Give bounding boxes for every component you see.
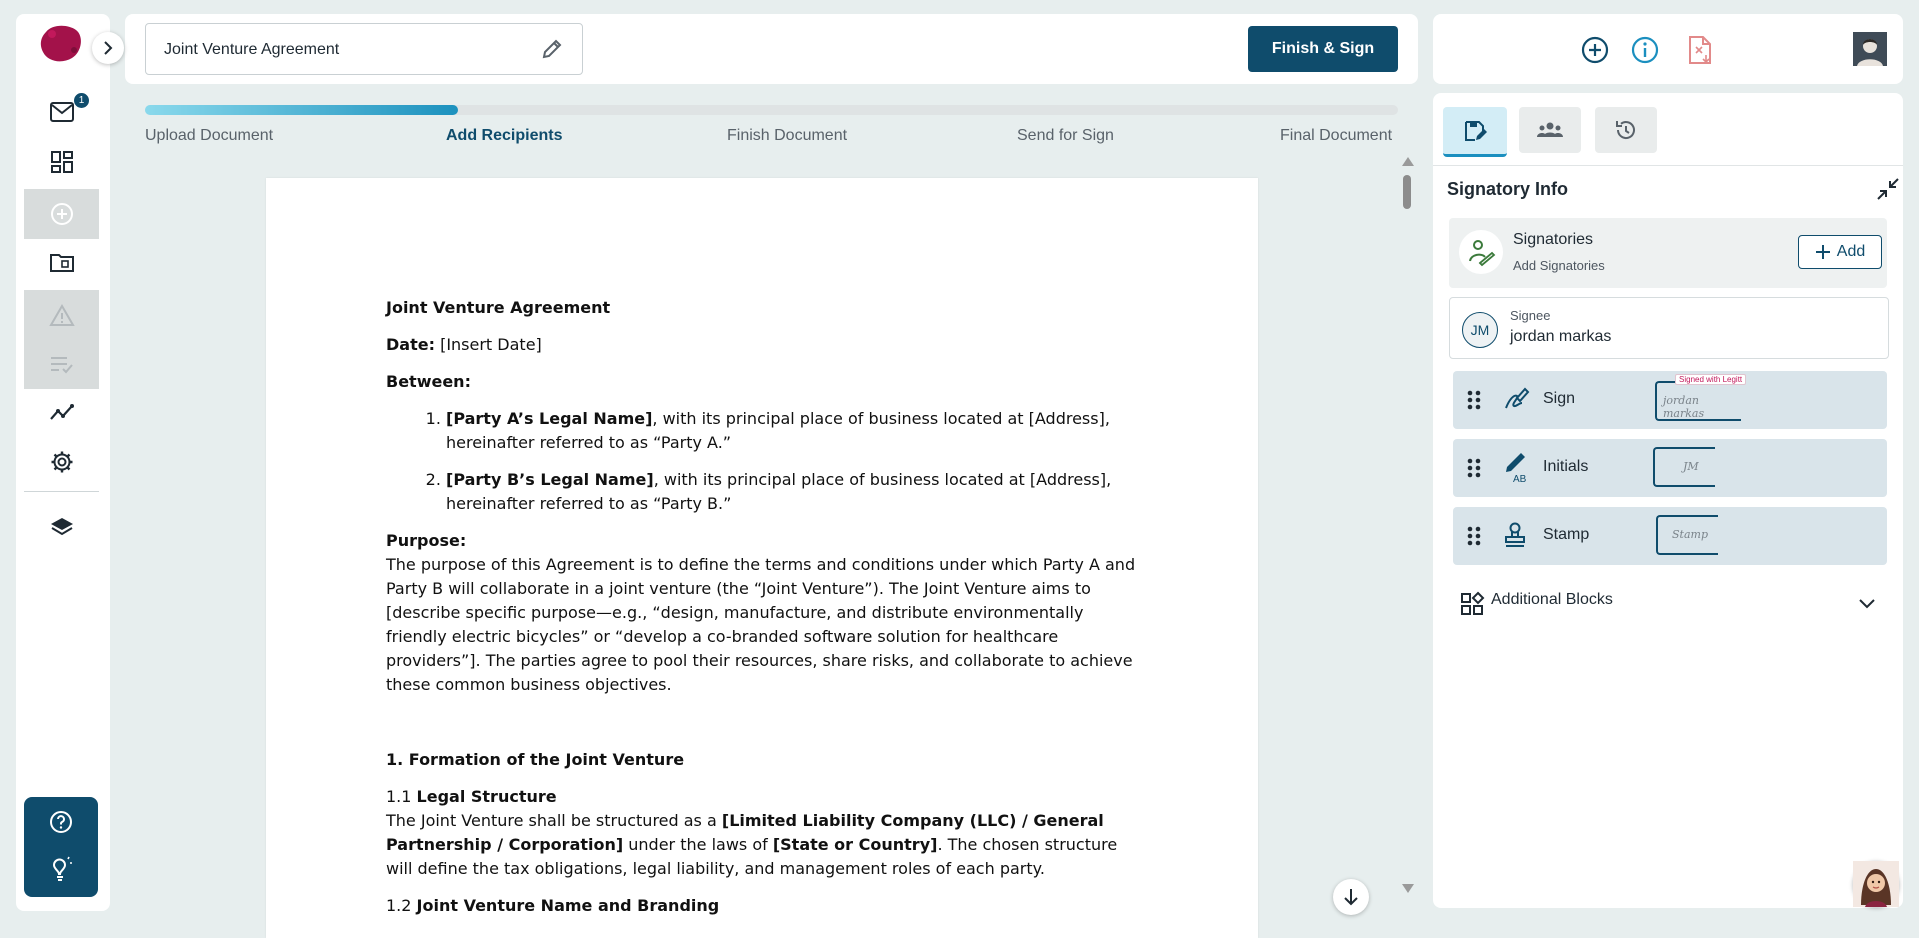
gear-icon <box>50 450 74 474</box>
scroll-up-arrow[interactable] <box>1402 157 1414 166</box>
legitt-logo[interactable] <box>38 24 84 64</box>
sidebar-item-analytics[interactable] <box>24 388 99 436</box>
lightbulb-icon <box>49 856 73 882</box>
document-viewer[interactable] <box>145 155 1400 915</box>
signatories-title: Signatories <box>1513 231 1594 248</box>
initials-block[interactable] <box>1453 439 1887 497</box>
sidebar-item-alerts[interactable] <box>24 290 99 340</box>
party-b-item <box>446 468 1146 516</box>
add-label: Add <box>1836 243 1866 260</box>
user-avatar[interactable] <box>1853 32 1887 66</box>
dashboard-icon <box>51 151 73 173</box>
help-box <box>24 797 98 897</box>
signatories-section <box>1449 218 1887 288</box>
layers-icon <box>50 517 74 539</box>
checklist-icon <box>50 354 74 374</box>
stamp-preview-text: Stamp <box>1672 528 1708 541</box>
initials-icon <box>1503 449 1529 485</box>
warning-icon <box>50 304 74 326</box>
step-finish-document[interactable]: Finish Document <box>727 127 848 144</box>
add-circle-icon <box>50 202 74 226</box>
initials-block-label: Initials <box>1543 458 1589 475</box>
info-icon <box>1631 36 1659 64</box>
document-content <box>386 296 1146 931</box>
plus-icon <box>1815 244 1831 260</box>
sidebar <box>16 14 110 911</box>
s11-structure: [Limited Liability Company (LLC) / General Partnership / Corporation] <box>386 811 1104 854</box>
s11-text-a: The Joint Venture shall be structured as a <box>386 811 722 830</box>
party-a-details: , with its principal place of business located at [Address], hereinafter referred to as “Party A.” <box>446 409 1110 452</box>
party-a-name: [Party A’s Legal Name] <box>446 409 653 428</box>
party-a-item <box>446 407 1146 455</box>
signature-icon <box>1503 386 1529 412</box>
sign-preview-text: jordan markas <box>1663 394 1705 420</box>
help-icon <box>49 810 73 834</box>
assistant-avatar[interactable] <box>1853 861 1899 907</box>
sign-preview <box>1655 375 1743 421</box>
inbox-badge: 1 <box>74 93 89 108</box>
arrow-down-icon <box>1343 888 1359 906</box>
date-value: [Insert Date] <box>434 335 542 354</box>
add-signatory-button[interactable] <box>1798 235 1882 269</box>
signee-name: jordan markas <box>1510 328 1612 345</box>
sidebar-item-folder[interactable] <box>24 238 99 286</box>
step-send-for-sign[interactable]: Send for Sign <box>1017 127 1114 144</box>
document-page[interactable] <box>266 178 1258 938</box>
progress-bar <box>145 105 1398 115</box>
scroll-down-arrow[interactable] <box>1402 884 1414 893</box>
folder-icon <box>50 252 74 272</box>
party-b-details: , with its principal place of business located at [Address], hereinafter referred to as “Party B.” <box>446 470 1112 513</box>
download-pdf-button[interactable] <box>1686 36 1714 64</box>
initials-preview <box>1653 447 1715 487</box>
chevron-down-icon[interactable] <box>1859 599 1875 609</box>
chevron-right-icon <box>103 41 113 55</box>
save-edit-icon <box>1463 119 1487 143</box>
stamp-block[interactable] <box>1453 507 1887 565</box>
stamp-block-label: Stamp <box>1543 526 1590 543</box>
sign-block[interactable] <box>1453 371 1887 429</box>
s11-title: Legal Structure <box>416 787 557 806</box>
tips-button[interactable] <box>24 849 98 889</box>
scroll-thumb[interactable] <box>1403 175 1411 209</box>
sidebar-item-settings[interactable] <box>24 438 99 486</box>
s11-number: 1.1 <box>386 787 417 806</box>
signatory-icon <box>1466 237 1496 267</box>
s12-number: 1.2 <box>386 896 417 915</box>
signee-role: Signee <box>1510 308 1551 323</box>
progress-fill <box>145 105 458 115</box>
collapse-icon[interactable] <box>1876 177 1900 201</box>
sidebar-divider <box>24 491 99 492</box>
sidebar-item-dashboard[interactable] <box>24 138 99 186</box>
sidebar-item-inbox[interactable] <box>24 88 99 136</box>
initials-sub: AB <box>1513 474 1527 485</box>
section1-heading: 1. Formation of the Joint Venture <box>386 750 685 769</box>
expand-sidebar-button[interactable] <box>92 32 124 64</box>
signatory-panel <box>1433 93 1903 908</box>
party-b-name: [Party B’s Legal Name] <box>446 470 654 489</box>
scroll-to-bottom-button[interactable] <box>1333 879 1369 915</box>
doc-title: Joint Venture Agreement <box>386 298 611 317</box>
add-button[interactable] <box>1581 36 1609 64</box>
parties-list <box>446 407 1146 516</box>
stamp-icon <box>1503 522 1527 548</box>
tab-history[interactable] <box>1595 107 1657 153</box>
purpose-heading: Purpose: <box>386 531 467 550</box>
history-icon <box>1614 118 1638 142</box>
stamp-preview <box>1656 515 1718 555</box>
signed-with-legitt-tag: Signed with Legitt <box>1675 374 1746 385</box>
assistant-icon <box>1853 861 1899 907</box>
pdf-download-icon <box>1687 35 1713 65</box>
initials-preview-text: JM <box>1683 460 1699 473</box>
document-scrollbar[interactable] <box>1400 155 1414 895</box>
signee-avatar: JM <box>1462 312 1498 348</box>
signee-card[interactable] <box>1449 297 1889 359</box>
step-final-document[interactable]: Final Document <box>1280 127 1393 144</box>
tab-divider <box>1433 165 1903 166</box>
group-icon <box>1537 121 1563 139</box>
right-toolbar <box>1433 14 1903 84</box>
analytics-icon <box>49 402 75 422</box>
sidebar-item-create[interactable] <box>24 189 99 239</box>
additional-blocks-toggle[interactable]: Additional Blocks <box>1491 591 1613 608</box>
top-bar <box>125 14 1418 84</box>
finish-sign-button[interactable]: Finish & Sign <box>1248 26 1398 72</box>
sign-block-label: Sign <box>1543 390 1576 407</box>
s11-text-c: under the laws of <box>623 835 773 854</box>
user-icon <box>1853 32 1887 66</box>
info-button[interactable] <box>1631 36 1659 64</box>
signatory-icon-wrapper <box>1459 230 1503 274</box>
drag-handle-icon[interactable] <box>1467 458 1481 478</box>
step-add-recipients[interactable]: Add Recipients <box>446 127 563 144</box>
help-button[interactable] <box>24 802 98 842</box>
drag-handle-icon[interactable] <box>1467 390 1481 410</box>
signatories-subtitle: Add Signatories <box>1513 258 1605 273</box>
sidebar-item-tasks[interactable] <box>24 339 99 389</box>
document-title-field[interactable] <box>145 23 583 75</box>
pencil-icon[interactable] <box>540 37 564 61</box>
step-upload-document[interactable]: Upload Document <box>145 127 274 144</box>
drag-handle-icon[interactable] <box>1467 526 1481 546</box>
s11-jurisdiction: [State or Country] <box>772 835 938 854</box>
pen-icon <box>1503 449 1529 475</box>
date-label: Date: <box>386 335 435 354</box>
tab-document-fields[interactable] <box>1443 107 1507 157</box>
plus-circle-icon <box>1581 36 1609 64</box>
blocks-icon <box>1461 593 1483 615</box>
s11-text-e: . The chosen structure will define the tax obligations, legal liability, and management roles of each party. <box>386 835 1118 878</box>
sidebar-item-layers[interactable] <box>24 504 99 552</box>
tab-recipients[interactable] <box>1519 107 1581 153</box>
s12-title: Joint Venture Name and Branding <box>416 896 720 915</box>
mail-icon <box>50 102 74 122</box>
document-title: Joint Venture Agreement <box>164 41 340 58</box>
purpose-text: The purpose of this Agreement is to define the terms and conditions under which Party A and Party B will collaborate in a joint venture (the “Joint Venture”). The Joint Venture aims to [describe specific purpose—e.g., “design, manufacture, and distribute environmentally friendly electric bicycles” or “develop a co-branded software solution for healthcare providers”]. The parties agree to pool their resources, share risks, and collaborate to achieve these common business objectives. <box>386 555 1136 694</box>
panel-title: Signatory Info <box>1447 179 1568 199</box>
between-label: Between: <box>386 372 471 391</box>
